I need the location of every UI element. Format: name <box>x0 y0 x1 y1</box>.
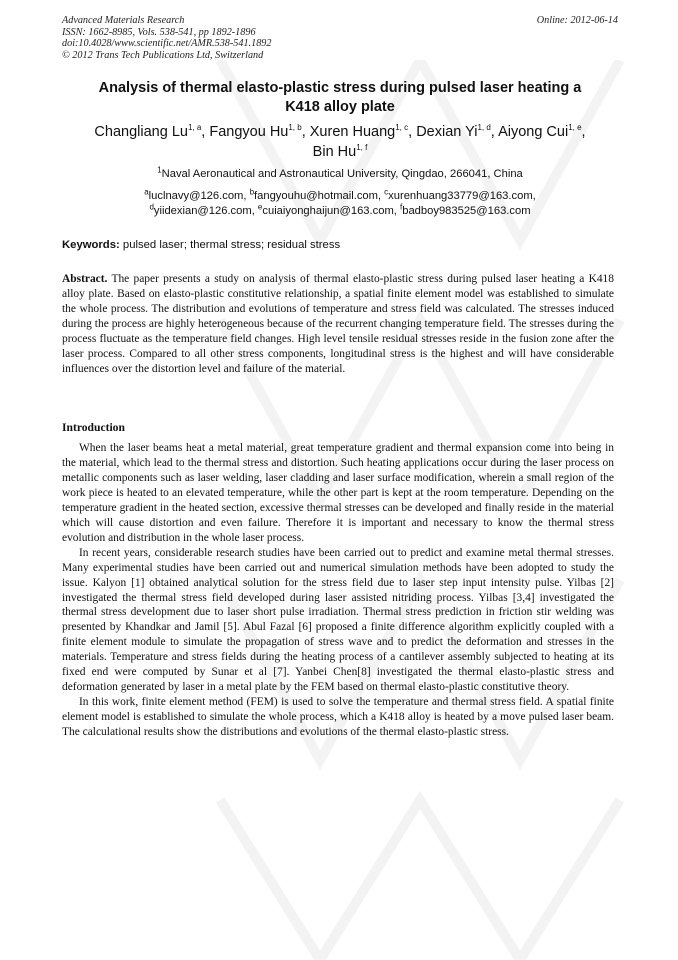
email-separator: , <box>251 204 258 217</box>
paragraph: In this work, finite element method (FEM) is used to solve the temperature and thermal stress field. A spatial finite element model is established to simulate the whole process, which a K418 alloy is heated by a move pulsed laser beam. The calculational results show the distributions and evolutions of the thermal elasto-plastic stress. <box>62 696 614 739</box>
abstract <box>62 272 614 377</box>
journal-name: Advanced Materials Research <box>62 15 185 26</box>
email-mark: d <box>149 201 154 211</box>
author <box>313 144 368 160</box>
author-name: Aiyong Cui <box>498 124 569 140</box>
email-separator: , <box>377 190 385 202</box>
author-separator: , <box>408 124 417 140</box>
author-affiliation-mark: 1, b <box>288 123 302 133</box>
email-entry <box>400 201 531 217</box>
email-entry <box>257 201 400 217</box>
author-affiliation-mark: 1, f <box>356 143 368 153</box>
journal-header <box>62 15 618 61</box>
email-mark: c <box>384 187 389 197</box>
author-affiliation-mark: 1, e <box>568 123 582 133</box>
email-address: badboy983525@163.com <box>402 204 531 217</box>
keywords <box>62 238 618 252</box>
affiliation-mark: 1 <box>157 165 162 175</box>
section-heading: Introduction <box>62 421 125 434</box>
email-address: xurenhuang33779@163.com <box>388 190 533 202</box>
email-entry <box>384 187 536 202</box>
email-separator: , <box>243 190 250 202</box>
keywords-label: Keywords: <box>62 239 120 251</box>
author-separator: , <box>301 124 310 140</box>
keywords-text: pulsed laser; thermal stress; residual stress <box>122 239 341 251</box>
author <box>209 124 309 140</box>
author-name: Dexian Yi <box>416 124 478 140</box>
email-entry <box>249 187 385 202</box>
email-address: yiidexian@126.com <box>153 204 252 217</box>
paper-title <box>62 79 618 117</box>
author-separator: , <box>490 124 499 140</box>
email-mark: a <box>144 187 149 197</box>
author <box>416 124 498 140</box>
issn-line: ISSN: 1662-8985, Vols. 538-541, pp 1892-1896 <box>62 26 256 38</box>
title-line-2: K418 alloy plate <box>285 99 395 115</box>
email-entry <box>149 201 258 217</box>
author-affiliation-mark: 1, c <box>395 123 409 133</box>
email-mark: e <box>257 201 263 211</box>
email-list <box>62 189 618 218</box>
introduction-body <box>62 441 614 740</box>
author <box>498 124 586 140</box>
author-name: Xuren Huang <box>309 124 396 140</box>
email-separator: , <box>532 190 536 202</box>
email-address: cuiaiyonghaijun@163.com <box>262 204 394 217</box>
email-mark: f <box>400 201 403 211</box>
author-separator: , <box>201 124 210 140</box>
author-affiliation-mark: 1, d <box>477 123 491 133</box>
paragraph: When the laser beams heat a metal material, great temperature gradient and thermal expansion come into being in the material, which lead to the thermal stress and distortion. Such heating applications occur during the laser process on metallic components such as laser welding, laser cladding and laser surface modification, wherein a small region of the work piece is heated to an elevated temperature, while the other part is kept at the room temperature. Depending on the temperature gradient in the heated section, excessive thermal stresses can be developed and finally reside in the material which will cause distortion and even failure. Therefore it is important and necessary to know the thermal stress evolution and distribution in the whole laser process. <box>62 442 614 544</box>
author-name: Bin Hu <box>312 144 357 160</box>
author-list <box>62 122 618 162</box>
affiliation <box>62 167 618 181</box>
email-mark: b <box>249 187 255 197</box>
title-line-1: Analysis of thermal elasto-plastic stress during pulsed laser heating a <box>98 80 582 96</box>
email-entry <box>144 187 250 202</box>
copyright-line: © 2012 Trans Tech Publications Ltd, Switzerland <box>62 49 264 61</box>
author-affiliation-mark: 1, a <box>187 123 202 133</box>
paragraph: In recent years, considerable research studies have been carried out to predict and examine metal thermal stresses. Many experimental studies have been carried out and numerical simulation methods have been adopted to study the issue. Kalyon [1] obtained analytical solution for the stress field due to laser step input intensity pulse. Yilbas [2] investigated the thermal stress field developed during laser assisted nitriding process. Yilbas [3,4] investigated the thermal stress development due to laser short pulse irradiation. Thermal stress prediction in friction stir welding was presented by Khandkar and Jamil [5]. Abul Fazal [6] proposed a finite difference algorithm explicitly coupled with a finite element module to simulate the propagation of stress wave and to predict the deformation and stresses in the materials. Temperature and stress fields during the heating process of a cantilever assembly subjected to heating at its fixed end were computed by Sunar et al [7]. Yanbei Chen[8] investigated the thermal elasto-plastic stress and deformation generated by laser in a metal plate by the FEM based on thermal elasto-plastic constitutive theory. <box>62 546 614 694</box>
email-address: luclnavy@126.com <box>148 190 244 202</box>
email-address: fangyouhu@hotmail.com <box>254 190 378 202</box>
abstract-text: The paper presents a study on analysis of thermal elasto-plastic stress during pulsed laser heating a K418 alloy plate. Based on elasto-plastic constitutive relationship, a spatial finite element model was established to simulate the whole process. The distribution and evolutions of temperature and stress field was calculated. The stresses induced during the process are highly heterogeneous because of the recurrent changing temperature field. The stresses during the process fluctuate as the temperature field changes. High level tensile residual stresses reside in the fusion zone after the laser process. Compared to all other stress components, longitudinal stress is the highest and will have considerable influences over the distortion level and failure of the material. <box>62 273 614 375</box>
author <box>310 124 416 140</box>
abstract-label: Abstract. <box>62 273 108 285</box>
author <box>94 124 209 140</box>
doi-line: doi:10.4028/www.scientific.net/AMR.538-541.1892 <box>62 38 272 49</box>
affiliation-text: Naval Aeronautical and Astronautical University, Qingdao, 266041, China <box>161 168 523 180</box>
author-name: Fangyou Hu <box>209 124 289 140</box>
author-separator: , <box>581 124 586 140</box>
author-name: Changliang Lu <box>94 124 188 140</box>
online-date: Online: 2012-06-14 <box>536 15 618 26</box>
email-separator: , <box>393 204 400 217</box>
